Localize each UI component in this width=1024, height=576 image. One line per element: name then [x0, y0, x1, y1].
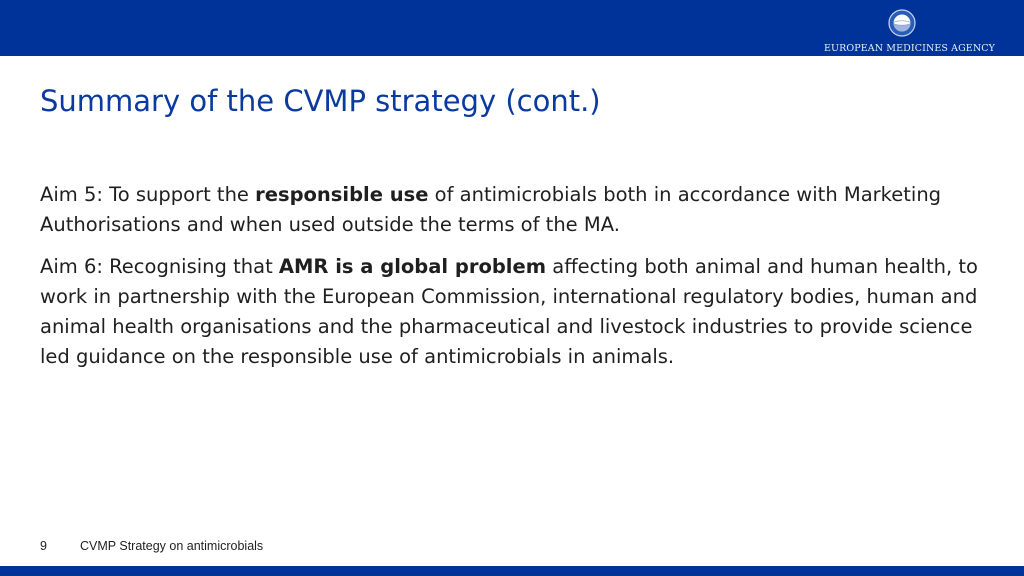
- aim-5-paragraph: [40, 180, 990, 240]
- slide-title: Summary of the CVMP strategy (cont.): [40, 84, 601, 118]
- aim-5-text-end: of antimicrobials both in accordance with Marketing Authorisations and when used outside the terms of the MA.: [40, 183, 942, 236]
- footer-bar: [0, 566, 1024, 576]
- page-number: 9: [40, 539, 47, 553]
- aim-5-emphasis: responsible use: [255, 183, 429, 206]
- footer-text: CVMP Strategy on antimicrobials: [80, 539, 264, 553]
- ema-logo[interactable]: [824, 6, 995, 54]
- logo-wordmark: EUROPEAN MEDICINES AGENCY: [824, 43, 995, 54]
- ema-emblem-icon: [887, 8, 917, 38]
- aim-6-paragraph: [40, 252, 990, 372]
- aim-6-text-start: Aim 6: Recognising that: [40, 255, 279, 278]
- aim-5-text-start: Aim 5: To support the: [40, 183, 256, 206]
- aim-6-text-end: affecting both animal and human health, to work in partnership with the European Commission, international regulatory bodies, human and animal health organisations and the pharmaceutical and livestock industries to provide science led guidance on the responsible use of antimicrobials in animals.: [40, 255, 978, 368]
- aim-6-emphasis: AMR is a global problem: [278, 255, 547, 278]
- header-bar: [0, 0, 1024, 56]
- slide-body: [40, 180, 990, 384]
